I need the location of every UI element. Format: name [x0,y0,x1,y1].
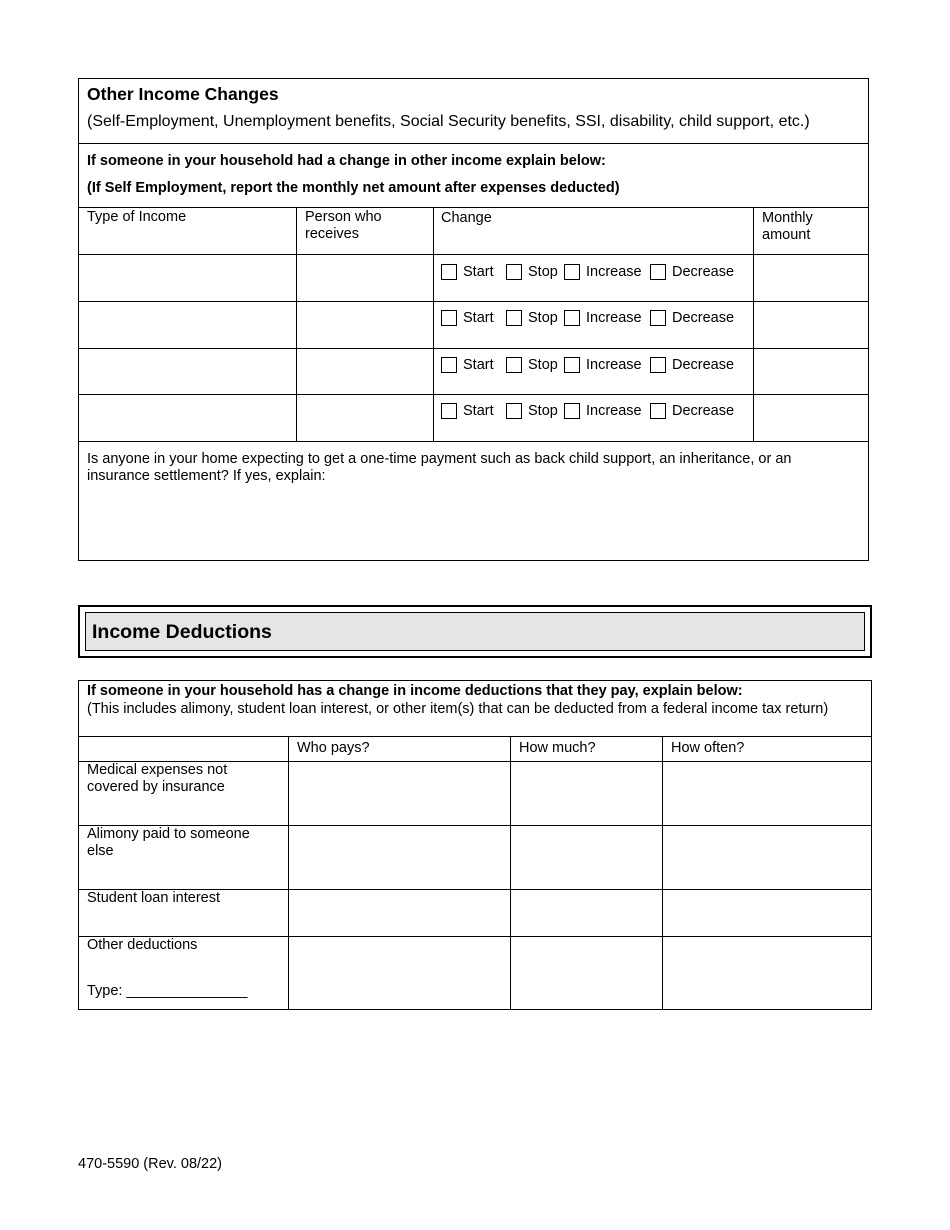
who-pays-field[interactable] [289,762,510,825]
change-options [441,310,734,326]
column-header-who-pays: Who pays? [297,740,370,756]
deductions-header-band [85,612,865,651]
stop-checkbox[interactable] [506,357,522,373]
option-label: Decrease [672,264,735,280]
deductions-header [78,605,872,658]
start-checkbox[interactable] [441,310,457,326]
option-label: Stop [528,403,558,419]
deductions-table [78,680,872,1010]
stop-checkbox[interactable] [506,310,522,326]
row-label-student-loan: Student loan interest [87,890,221,906]
divider [79,207,868,208]
monthly-amount-field[interactable] [754,302,868,348]
increase-checkbox[interactable] [564,357,580,373]
income-type-field[interactable] [79,302,296,348]
monthly-amount-field[interactable] [754,349,868,395]
option-label: Decrease [672,403,735,419]
how-much-field[interactable] [511,937,662,1009]
row-label-other: Other deductions [87,937,198,953]
stop-checkbox[interactable] [506,403,522,419]
option-label: Increase [586,310,642,326]
monthly-amount-field[interactable] [754,255,868,301]
column-divider [433,207,434,441]
income-type-field[interactable] [79,395,296,441]
income-type-field[interactable] [79,349,296,395]
income-type-field[interactable] [79,255,296,301]
who-pays-field[interactable] [289,890,510,936]
row-label-alimony: Alimony paid to someone else [87,826,250,859]
how-much-field[interactable] [511,762,662,825]
who-pays-field[interactable] [289,826,510,889]
change-options [441,264,734,280]
decrease-checkbox[interactable] [650,264,666,280]
start-checkbox[interactable] [441,264,457,280]
instruction-note: (This includes alimony, student loan interest, or other item(s) that can be deducted from a federal income tax return) [87,701,829,717]
person-field[interactable] [297,255,433,301]
one-time-payment-question: Is anyone in your home expecting to get a one-time payment such as back child support, an inheritance, or an insurance settlement? If yes, explain: [87,451,792,484]
form-number: 470-5590 (Rev. 08/22) [78,1156,223,1172]
how-often-field[interactable] [663,890,871,936]
increase-checkbox[interactable] [564,310,580,326]
decrease-checkbox[interactable] [650,310,666,326]
how-often-field[interactable] [663,937,871,1009]
person-field[interactable] [297,395,433,441]
other-type-field[interactable]: Type: _______________ [87,983,248,999]
section-subtitle: (Self-Employment, Unemployment benefits, Social Security benefits, SSI, disability, child support, etc.) [87,113,810,130]
option-label: Increase [586,357,642,373]
how-often-field[interactable] [663,762,871,825]
decrease-checkbox[interactable] [650,403,666,419]
one-time-payment-answer-area[interactable] [87,489,857,555]
section-title: Income Deductions [92,621,272,643]
how-often-field[interactable] [663,826,871,889]
option-label: Increase [586,264,642,280]
option-label: Start [463,310,494,326]
instruction-text: If someone in your household has a change in income deductions that they pay, explain below: [87,683,743,699]
row-label-medical: Medical expenses not covered by insurance [87,762,228,795]
row-divider [79,441,868,442]
column-header-change: Change [441,210,492,226]
start-checkbox[interactable] [441,357,457,373]
instruction-note: (If Self Employment, report the monthly net amount after expenses deducted) [87,180,620,196]
stop-checkbox[interactable] [506,264,522,280]
option-label: Stop [528,264,558,280]
option-label: Decrease [672,310,735,326]
option-label: Stop [528,310,558,326]
how-much-field[interactable] [511,826,662,889]
option-label: Increase [586,403,642,419]
option-label: Decrease [672,357,735,373]
option-label: Start [463,357,494,373]
person-field[interactable] [297,349,433,395]
person-field[interactable] [297,302,433,348]
other-income-section [78,78,869,561]
section-title: Other Income Changes [87,84,279,104]
start-checkbox[interactable] [441,403,457,419]
column-header-how-much: How much? [519,740,596,756]
change-options [441,403,734,419]
option-label: Stop [528,357,558,373]
column-header-amount: Monthly amount [762,210,813,243]
column-header-type: Type of Income [87,209,187,225]
how-much-field[interactable] [511,890,662,936]
option-label: Start [463,264,494,280]
divider [79,736,871,737]
increase-checkbox[interactable] [564,264,580,280]
decrease-checkbox[interactable] [650,357,666,373]
divider [79,143,868,144]
who-pays-field[interactable] [289,937,510,1009]
increase-checkbox[interactable] [564,403,580,419]
column-header-person: Person who receives [305,209,382,242]
monthly-amount-field[interactable] [754,395,868,441]
column-header-how-often: How often? [671,740,745,756]
change-options [441,357,734,373]
instruction-text: If someone in your household had a change in other income explain below: [87,153,606,169]
option-label: Start [463,403,494,419]
